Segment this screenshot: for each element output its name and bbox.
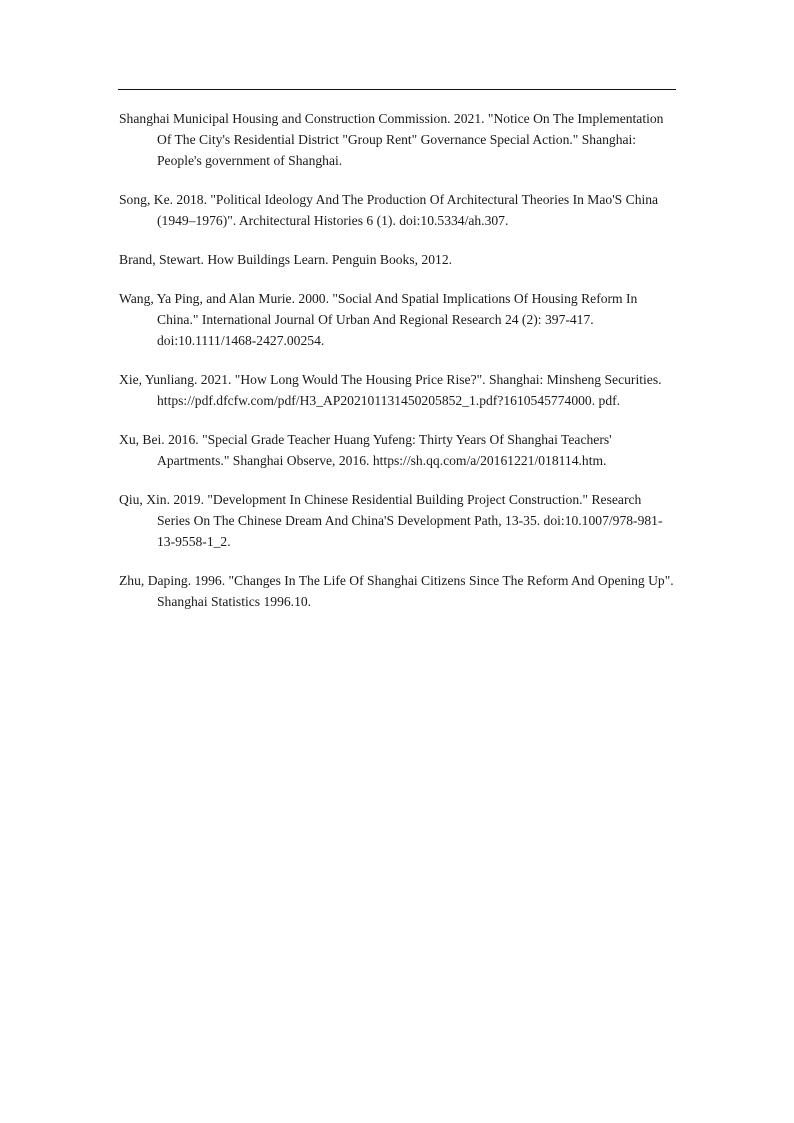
reference-line: Xu, Bei. 2016. "Special Grade Teacher Huang Yufeng: Thirty Years Of Shanghai [119, 432, 558, 447]
reference-line: doi:10.1007/978-981-13-9558-1_2. [157, 513, 663, 549]
reference-line: Song, Ke. 2018. "Political Ideology And The Production Of Architectural Theories In [119, 192, 584, 207]
reference-url: https://sh.qq.com/a/20161221/018114.htm. [372, 453, 607, 468]
reference-entry [119, 570, 675, 612]
reference-entry [119, 249, 675, 270]
reference-line: Shanghai Municipal Housing and Construction Commission. 2021. "Notice On The [119, 111, 574, 126]
reference-entry [119, 189, 675, 231]
reference-line: Xie, Yunliang. 2021. "How Long Would The Housing Price Rise?". Shanghai: Minsheng [119, 372, 602, 387]
header-rule [118, 89, 676, 90]
reference-entry [119, 429, 675, 471]
reference-line: 397-417. doi:10.1111/1468-2427.00254. [157, 312, 594, 348]
reference-line: pdf. [598, 393, 621, 408]
reference-line: Wang, Ya Ping, and Alan Murie. 2000. "Social And Spatial Implications Of Housing [119, 291, 578, 306]
reference-entry [119, 369, 675, 411]
reference-line: Opening Up". Shanghai Statistics 1996.10. [157, 573, 674, 609]
reference-entry [119, 108, 675, 171]
reference-line: Reform In China." International Journal Of Urban And Regional Research 24 (2): [157, 291, 638, 327]
reference-line: Implementation Of The City's Residential District "Group Rent" Governance [157, 111, 664, 147]
reference-list [119, 108, 675, 630]
reference-line: Securities. [604, 372, 662, 387]
reference-line: Qiu, Xin. 2019. "Development In Chinese Residential Building Project Construction." [119, 492, 589, 507]
reference-line: Mao'S China (1949–1976)". Architectural Histories 6 (1). doi:10.5334/ah.307. [157, 192, 659, 228]
reference-url: https://pdf.dfcfw.com/pdf/H3_AP202101131450205852_1.pdf?1610545774000. [157, 393, 596, 408]
reference-line: Brand, Stewart. How Buildings Learn. Penguin Books, 2012. [119, 252, 453, 267]
reference-line: Special Action." Shanghai: People's government of Shanghai. [157, 132, 637, 168]
reference-line: Zhu, Daping. 1996. "Changes In The Life Of Shanghai Citizens Since The Reform And [119, 573, 595, 588]
reference-entry [119, 288, 675, 351]
reference-entry [119, 489, 675, 552]
reference-line: Teachers' Apartments." Shanghai Observe, 2016. [157, 432, 612, 468]
reference-line: Research Series On The Chinese Dream And China'S Development Path, 13-35. [157, 492, 642, 528]
